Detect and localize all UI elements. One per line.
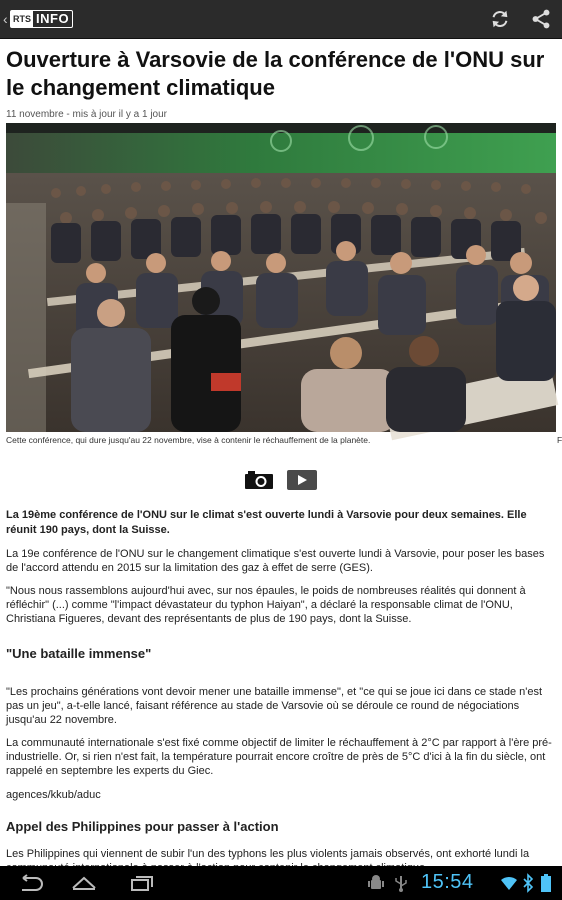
wifi-icon — [500, 874, 518, 892]
article-paragraph: La 19e conférence de l'ONU sur le changement climatique s'est ouverte lundi à Varsovie, pour poser les bases de l'accord attendu en 2015 sur la limitation des gaz à effet de serre (GES). — [6, 548, 545, 574]
article-paragraph: Les Philippines qui viennent de subir l'un des typhons les plus violents jamais observés, ont exhorté lundi la — [6, 848, 530, 860]
media-controls — [244, 470, 317, 490]
share-icon[interactable] — [530, 8, 552, 30]
photo-caption: Cette conférence, qui dure jusqu'au 22 novembre, vise à contenir le réchauffement de la planète. — [6, 435, 371, 445]
article-photo[interactable] — [6, 123, 556, 432]
article-paragraph: "Les prochains générations vont devoir mener une bataille immense", et "ce qui se joue ici dans ce stade n'est pas un jeu", a-t-elle lancé, faisant référence au stade de Varsovie où se déroule ce round de négociations jusqu'au 22 novembre. — [6, 686, 543, 726]
system-navigation-bar — [0, 866, 562, 900]
article-subheading: Appel des Philippines pour passer à l'action — [6, 819, 279, 834]
article-meta: 11 novembre - mis à jour il y a 1 jour — [6, 109, 167, 120]
back-chevron-icon[interactable]: ‹ — [3, 11, 8, 27]
app-bar — [0, 0, 562, 39]
next-photo-caption-peek: F — [557, 435, 562, 445]
usb-icon — [394, 874, 408, 892]
article-headline: Ouverture à Varsovie de la conférence de l'ONU sur le changement climatique — [6, 47, 545, 100]
camera-icon[interactable] — [244, 470, 274, 490]
play-video-button[interactable] — [287, 470, 317, 490]
recent-apps-icon[interactable] — [128, 874, 156, 892]
battery-icon — [540, 874, 552, 892]
status-clock: 15:54 — [421, 871, 474, 893]
android-debug-icon — [368, 874, 384, 892]
conference-photo-drawing — [6, 123, 556, 432]
article-lead: La 19ème conférence de l'ONU sur le climat s'est ouverte lundi à Varsovie pour deux semaines. Elle réunit 190 pays, dont la Suisse. — [6, 509, 527, 536]
bluetooth-icon — [522, 874, 534, 892]
home-icon[interactable] — [70, 874, 98, 892]
article-subheading: "Une bataille immense" — [6, 646, 152, 661]
logo-info: INFO — [36, 11, 70, 26]
article-paragraph: "Nous nous rassemblons aujourd'hui avec, sur nos épaules, le poids de nombreuses réalités qui donnent à réfléchir" (...) comme "l'impact dévastateur du typhon Haiyan", a déclaré la responsable climat de l'ONU, Christiana Figueres, devant des représentants de plus de 190 pays, dont la Suisse. — [6, 585, 526, 625]
refresh-icon[interactable] — [489, 8, 511, 30]
rts-info-logo[interactable] — [10, 10, 73, 28]
back-icon[interactable] — [14, 874, 42, 892]
article-paragraph: La communauté internationale s'est fixé comme objectif de limiter le réchauffement à 2°C par rapport à l'ère pré-industrielle. Or, si rien n'est fait, la température pourrait encore croître de près de 5°C d'ici à la fin du siècle, ont rappelé en septembre les experts du Giec. — [6, 737, 552, 777]
article-source: agences/kkub/aduc — [6, 789, 101, 801]
logo-rts: RTS — [11, 11, 33, 27]
